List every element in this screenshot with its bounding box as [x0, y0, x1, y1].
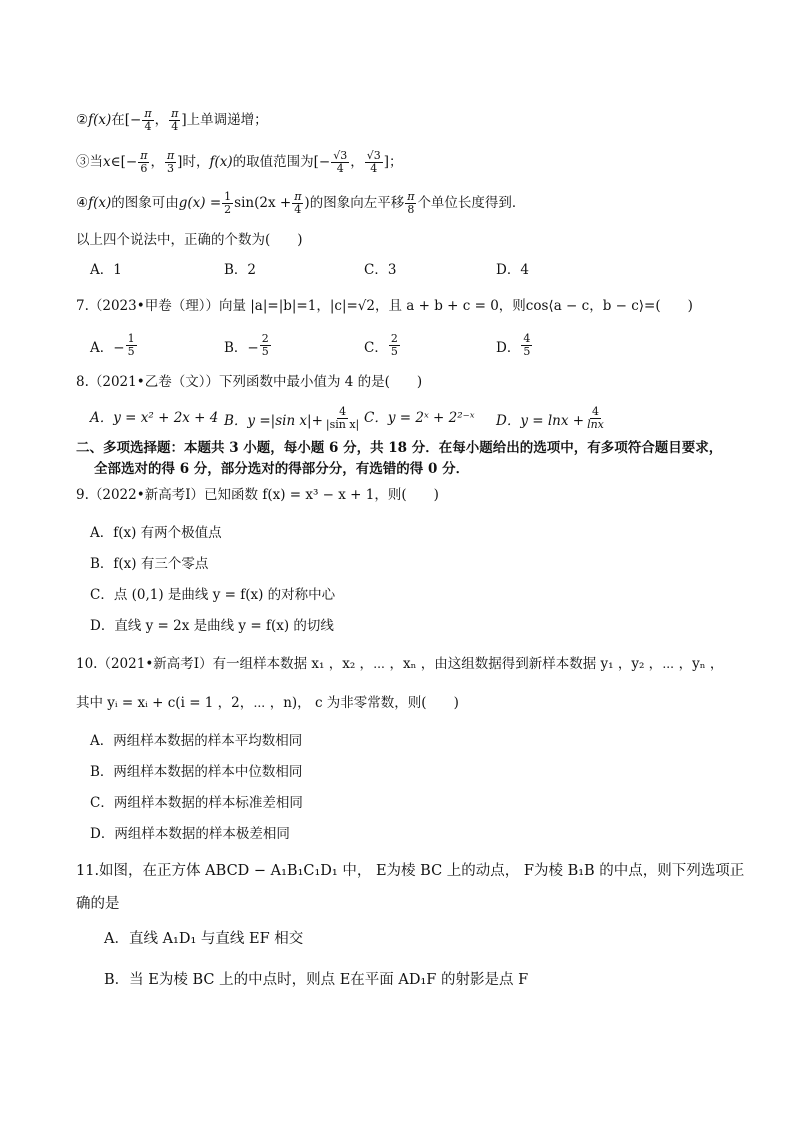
text: ， [154, 112, 169, 128]
q6-stem: 以上四个说法中，正确的个数为( ) [76, 232, 303, 248]
option-a: A．− $\frac{1}{5}$ [90, 332, 135, 358]
circle-number: ② [76, 112, 89, 128]
q7-stem: 7.（2023•甲卷（理））向量 |a|=|b|=1，|c|=√2，且 a + b + c = 0，则cos⟨a − c，b − c⟩=( ) [76, 298, 693, 314]
option-d: D．4 [496, 262, 529, 278]
q11-line-2: 确的是 [76, 896, 120, 912]
fraction: $\frac{\pi}{4}$ [144, 107, 152, 133]
text: 的图象可由 [111, 195, 179, 211]
math-x: x [103, 154, 111, 170]
q10-option-a: A．两组样本数据的样本平均数相同 [90, 733, 303, 749]
fraction: $\frac{\pi}{3}$ [166, 149, 175, 175]
q10-option-b: B．两组样本数据的样本中位数相同 [90, 764, 303, 780]
q9-option-a: A．f(x) 有两个极值点 [90, 525, 222, 541]
q8-stem: 8.（2021•乙卷（文））下列函数中最小值为 4 的是( ) [76, 374, 423, 390]
statement-3 [76, 150, 403, 175]
math-fx: f(x) [209, 154, 233, 170]
text: 个单位长度得到． [417, 195, 526, 211]
text: ) [304, 195, 310, 211]
option-b: B．2 [224, 262, 257, 278]
text: ]时， [177, 154, 210, 170]
section-2-heading: 二、多项选择题：本题共 3 小题，每小题 6 分，共 18 分．在每小题给出的选项中，有多项符合题目要求， 全部选对的得 6 分，部分选对的得部分分，有选错的得 0 分． [76, 440, 723, 477]
q11-line-1: 11.如图，在正方体 ABCD − A₁B₁C₁D₁ 中， E为棱 BC 上的动点， F为棱 B₁B 的中点，则下列选项正 [76, 863, 745, 879]
statement-2 [76, 108, 268, 133]
math-gx: g(x) = [178, 195, 222, 211]
text: 的图象向左平移 [309, 195, 405, 211]
math-fx: f(x) [88, 112, 112, 128]
text: 在[− [111, 112, 142, 128]
fraction: $\frac{√3}{4}$ [366, 149, 381, 175]
option-d: D．y = lnx + $\frac{4}{\ln x}$ [496, 405, 604, 431]
fraction: $\frac{1}{2}$ [224, 190, 232, 216]
fraction: $\frac{√3}{4}$ [333, 149, 348, 175]
text: ]； [383, 154, 403, 170]
text: ]上单调递增； [181, 112, 268, 128]
text: ， [150, 154, 164, 170]
q10-line-2: 其中 yᵢ = xᵢ + c(i = 1 ，2，⋯ ，n)， c 为非零常数，则( ) [76, 695, 459, 711]
math-fx: f(x) [88, 195, 112, 211]
fraction: $\frac{\pi}{4}$ [294, 190, 302, 216]
option-b: B．− $\frac{2}{5}$ [224, 332, 269, 358]
q10-option-c: C．两组样本数据的样本标准差相同 [90, 795, 303, 811]
circle-number: ④ [76, 195, 89, 211]
q11-option-b: B．当 E为棱 BC 上的中点时，则点 E在平面 AD₁F 的射影是点 F [104, 972, 529, 988]
q9-option-b: B．f(x) 有三个零点 [90, 556, 209, 572]
option-c: C． $\frac{2}{5}$ [364, 332, 398, 358]
q11-option-a: A．直线 A₁D₁ 与直线 EF 相交 [104, 931, 304, 947]
text: 的取值范围为[− [232, 154, 331, 170]
option-b: B．y =|sin x|+ $\frac{4}{\text{|sin x|}}$ [224, 405, 360, 431]
fraction: $\frac{\pi}{4}$ [171, 107, 179, 133]
q9-option-c: C．点 (0,1) 是曲线 y = f(x) 的对称中心 [90, 587, 336, 603]
text: sin(2x + [234, 195, 292, 211]
text: 当 [89, 154, 103, 170]
q10-option-d: D．两组样本数据的样本极差相同 [90, 826, 290, 842]
option-a: A．y = x² + 2x + 4 [90, 410, 219, 426]
text: ， [350, 154, 364, 170]
statement-4 [76, 191, 525, 216]
option-c: C．3 [364, 262, 397, 278]
q9-stem: 9.（2022•新高考Ⅰ）已知函数 f(x) = x³ − x + 1，则( ) [76, 487, 439, 503]
option-d: D． $\frac{4}{5}$ [496, 332, 531, 358]
text: ∈[− [110, 154, 138, 170]
option-a: A．1 [90, 262, 122, 278]
q9-option-d: D．直线 y = 2x 是曲线 y = f(x) 的切线 [90, 618, 334, 634]
circle-number: ③ [76, 154, 90, 170]
fraction: $\frac{\pi}{8}$ [407, 190, 415, 216]
fraction: $\frac{\pi}{6}$ [140, 149, 148, 175]
option-c: C．y = 2ˣ + 2²⁻ˣ [364, 410, 475, 426]
q10-line-1: 10.（2021•新高考Ⅰ）有一组样本数据 x₁ ，x₂ ，⋯ ，xₙ ，由这组数据得到新样本数据 y₁ ，y₂ ，⋯ ，yₙ ， [76, 656, 724, 672]
